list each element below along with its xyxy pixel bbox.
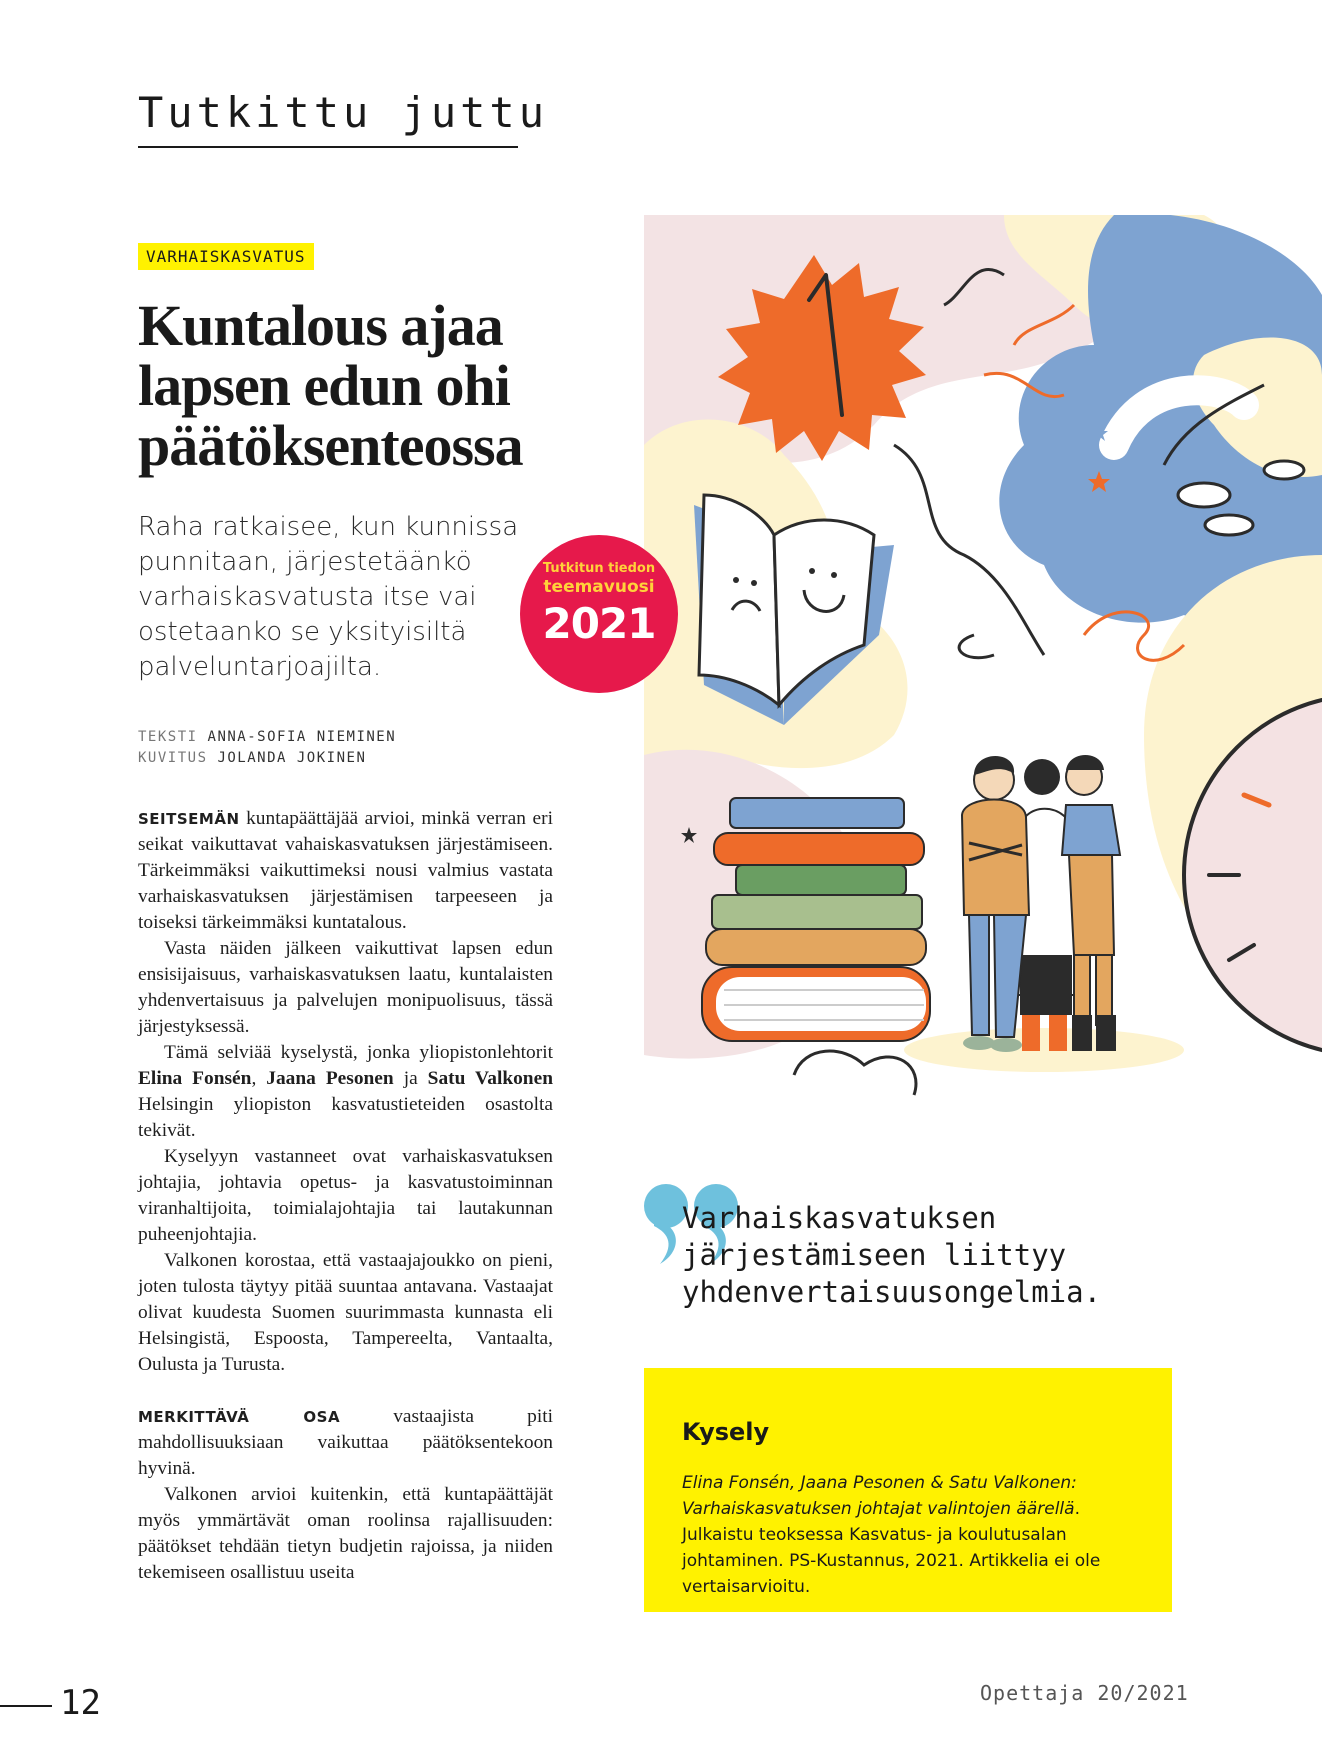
page-number: 12 — [60, 1683, 101, 1723]
body-text: , — [251, 1068, 267, 1089]
body-lead-in: MERKITTÄVÄ OSA — [138, 1408, 341, 1426]
lead-paragraph: Raha ratkaisee, kun kunnissa punnitaan, järjestetäänkö varhaiskasvatusta itse vai ostetaanko se yksityisiltä palveluntarjoajilta. — [138, 512, 519, 682]
article-body — [138, 806, 553, 1586]
magazine-issue: Opettaja 20/2021 — [980, 1681, 1189, 1705]
body-text: Tämä selviää kyselystä, jonka yliopistonlehtorit — [164, 1042, 553, 1063]
body-paragraph — [138, 1404, 553, 1482]
body-text: kuntapäättäjää arvioi, minkä verran eri seikat vaikuttavat vahaiskasvatuksen järjestämiseen. Tärkeimmäksi vaikuttimeksi nousi valmius vastata varhaiskasvatuksen järjestämisen tarpeeseen ja toiseksi tärkeimmäksi kuntatalous. — [138, 808, 553, 933]
section-title-underline — [138, 146, 518, 148]
researcher-name: Jaana Pesonen — [266, 1068, 394, 1089]
credit-illustration-label: KUVITUS — [138, 750, 208, 766]
body-paragraph: Vasta näiden jälkeen vaikuttivat lapsen edun ensisijaisuus, varhaiskasvatuksen laatu, kuntalaisten yhdenvertaisuus ja palvelujen monipuolisuus, tässä järjestyksessä. — [138, 938, 553, 1037]
researcher-name: Satu Valkonen — [427, 1068, 553, 1089]
badge-line-2: teemavuosi — [543, 577, 655, 597]
headline: Kuntalous ajaa lapsen edun ohi päätöksenteossa — [138, 293, 523, 478]
folio-rule — [0, 1705, 52, 1707]
body-text: ja — [393, 1068, 428, 1089]
theme-year-badge — [520, 535, 678, 693]
credit-illustration-name: JOLANDA JOKINEN — [217, 750, 367, 766]
book-stack-icon — [702, 798, 930, 1041]
category-tag: VARHAISKASVATUS — [138, 243, 314, 270]
info-box-text — [682, 1470, 1134, 1600]
credits — [138, 727, 396, 769]
section-title: Tutkittu juttu — [138, 88, 549, 137]
coin-icon — [1178, 483, 1230, 507]
info-box-details: . Julkaistu teoksessa Kasvatus- ja koulutusalan johtaminen. PS-Kustannus, 2021. Artikkelia ei ole vertaisarvioitu. — [682, 1499, 1101, 1597]
body-paragraph — [138, 806, 553, 936]
researcher-name: Elina Fonsén — [138, 1068, 252, 1089]
badge-year: 2021 — [542, 599, 656, 648]
body-paragraph: Kyselyyn vastanneet ovat varhaiskasvatuksen johtajia, johtavia opetus- ja kasvatustoiminnan viranhaltijoita, toimialajohtajia tai lautakunnan puheenjohtajia. — [138, 1146, 553, 1245]
ground-shadow — [904, 1028, 1184, 1072]
coin-icon — [1264, 461, 1304, 479]
info-box-title: Kysely — [682, 1418, 770, 1446]
body-paragraph — [138, 1040, 553, 1144]
body-paragraph: Valkonen korostaa, että vastaajajoukko on pieni, joten tulosta täytyy pitää suuntaa antavana. Vastaajat olivat kuudesta Suomen suurimmasta kunnasta eli Helsingistä, Espoosta, Tampereelta, Vantaalta, Oulusta ja Turusta. — [138, 1250, 553, 1375]
coin-icon — [1205, 515, 1253, 535]
body-text: vastaajista piti mahdollisuuksiaan vaikuttaa päätöksentekoon hyvinä. — [138, 1406, 553, 1479]
badge-line-1: Tutkitun tiedon — [542, 561, 656, 576]
body-paragraph: Valkonen arvioi kuitenkin, että kuntapäättäjät myös ymmärtävät oman roolinsa rajallisuuden: päätökset tehdään tietyn budjetin rajoissa, ja niiden tekemiseen osallistuu useita — [138, 1484, 553, 1583]
body-lead-in: SEITSEMÄN — [138, 810, 240, 828]
credit-text-name: ANNA-SOFIA NIEMINEN — [207, 729, 397, 745]
info-box — [644, 1368, 1172, 1612]
body-text: Helsingin yliopiston kasvatustieteiden osastolta tekivät. — [138, 1094, 553, 1141]
article-illustration — [644, 215, 1322, 1133]
info-box-citation: Elina Fonsén, Jaana Pesonen & Satu Valkonen: Varhaiskasvatuksen johtajat valintojen äärellä — [682, 1473, 1077, 1519]
credit-text-label: TEKSTI — [138, 729, 198, 745]
pull-quote: Varhaiskasvatuksen järjestämiseen liittyy yhdenvertaisuusongelmia. — [682, 1201, 1102, 1309]
